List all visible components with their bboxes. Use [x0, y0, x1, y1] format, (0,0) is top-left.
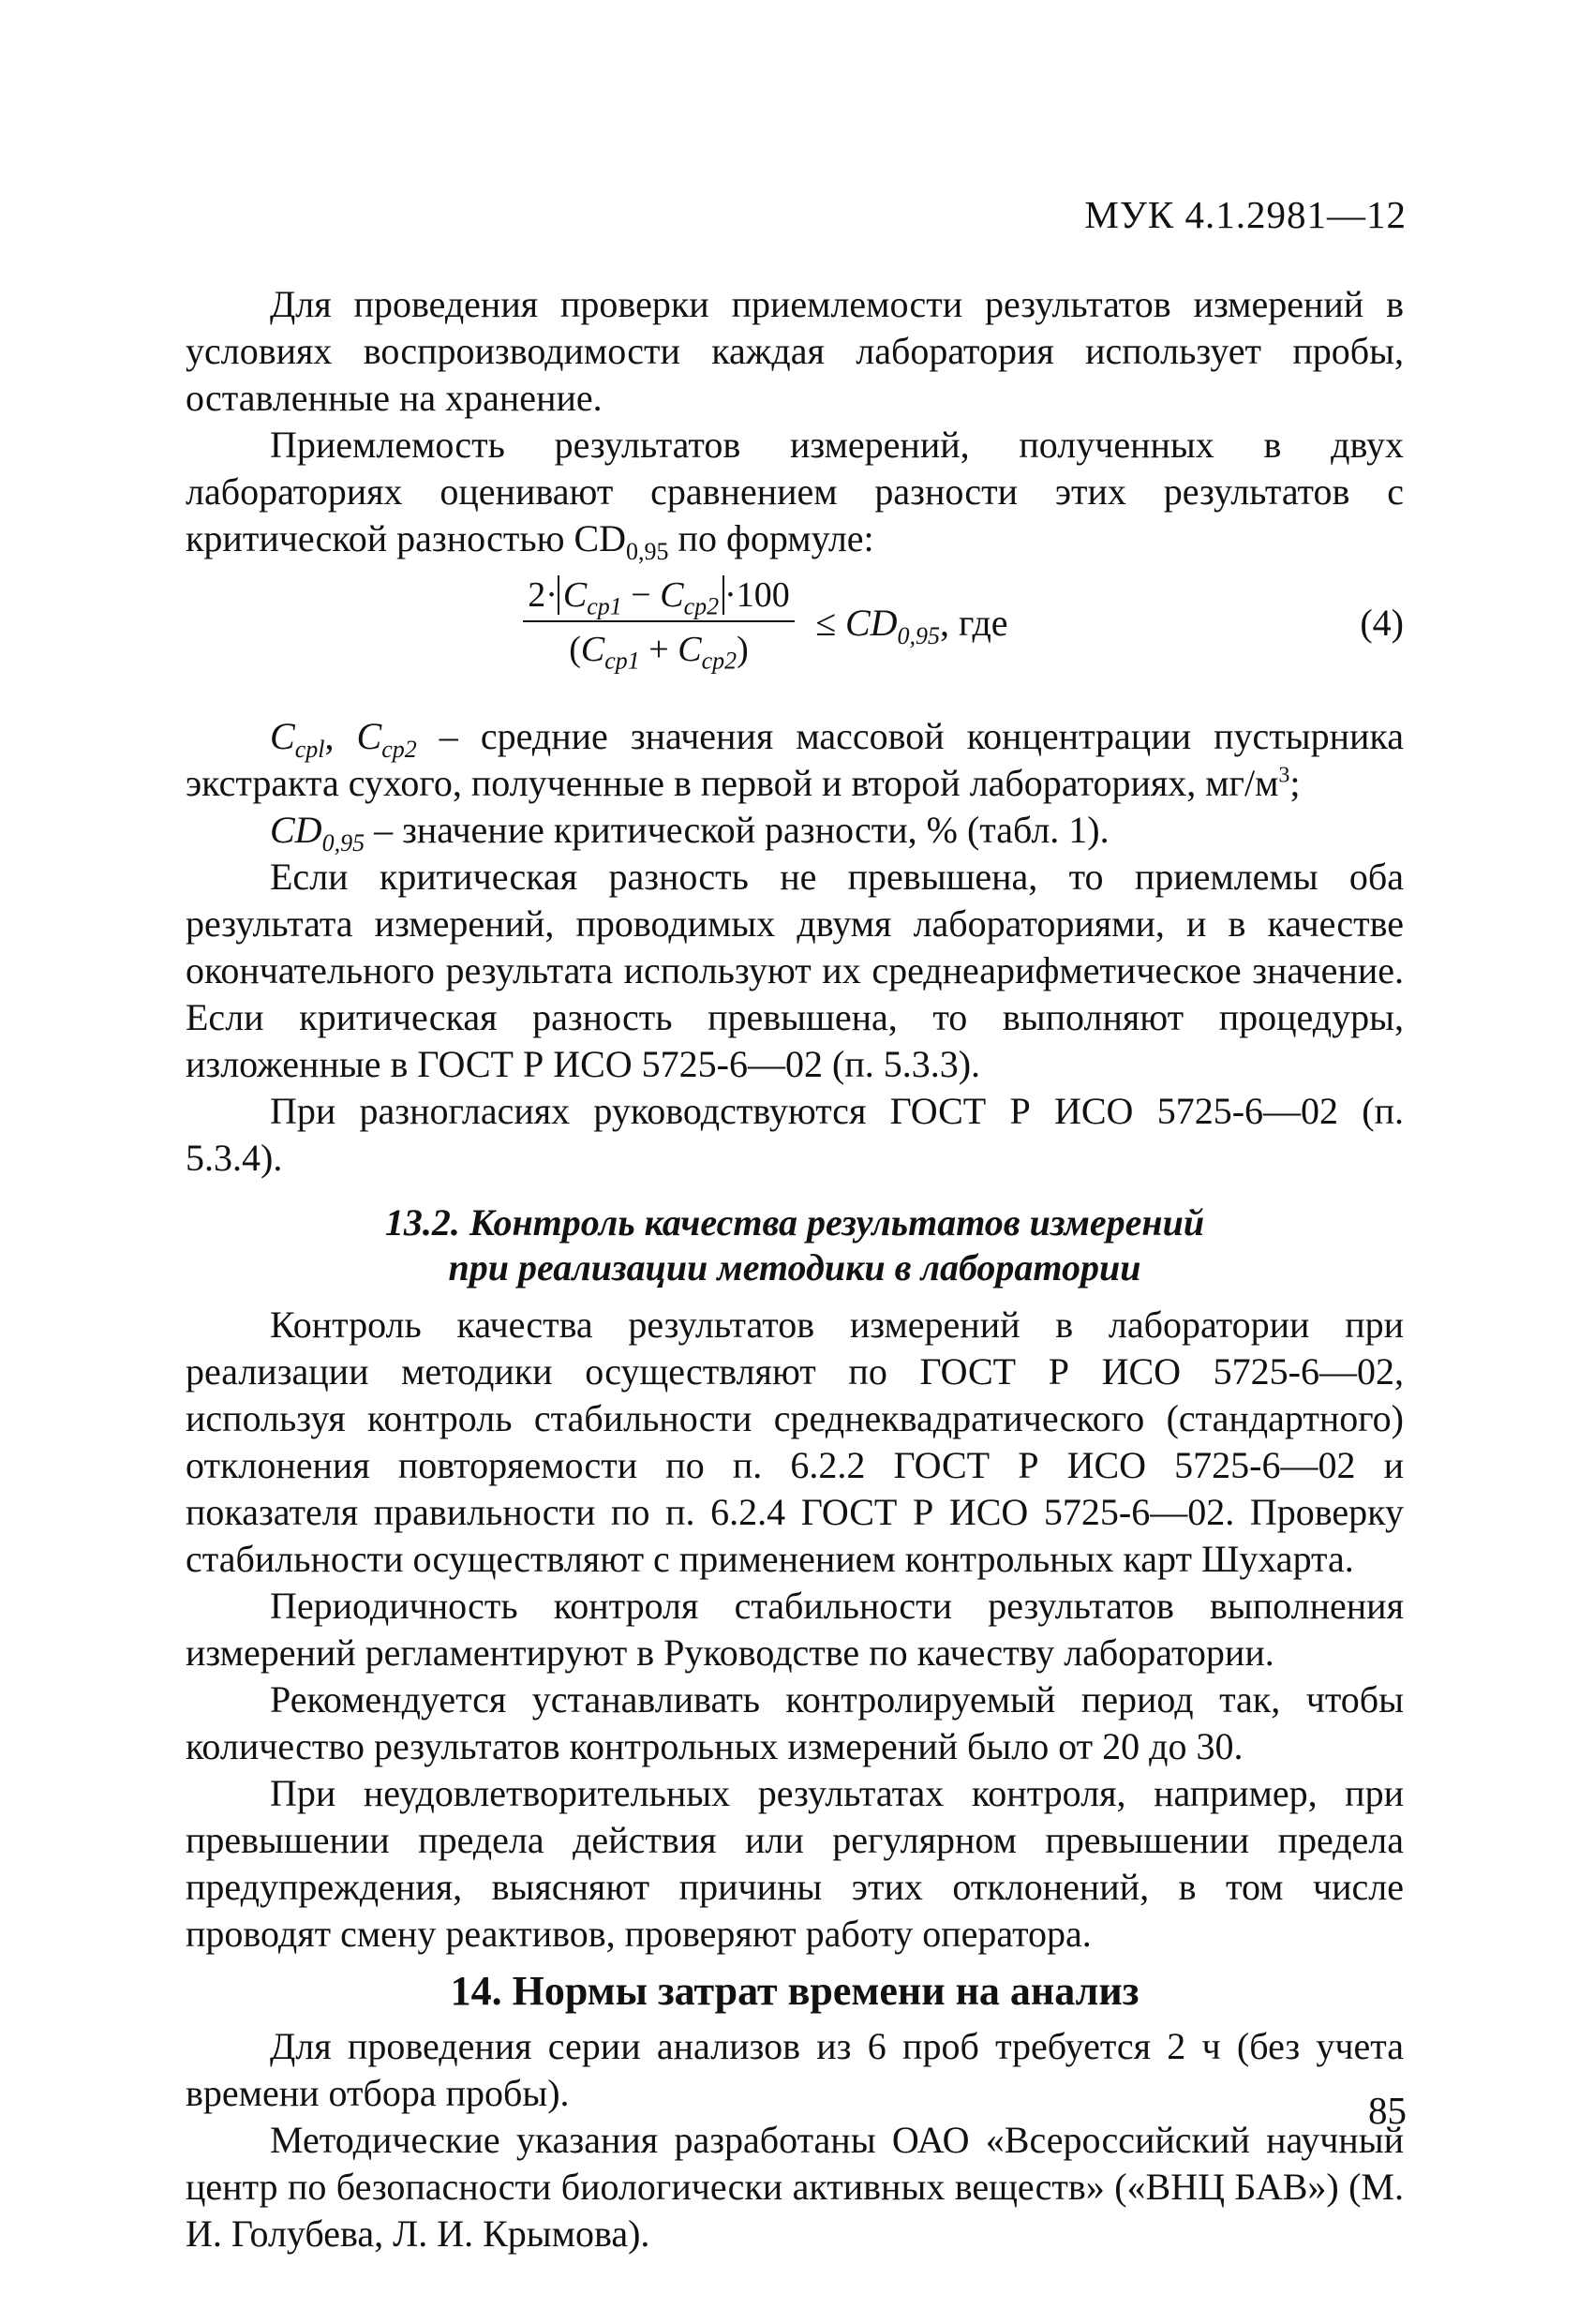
- subscript: 0,95: [321, 829, 365, 857]
- formula-4: [186, 564, 1404, 709]
- formula-subscript: ср2: [701, 647, 737, 675]
- formula-text: ·100: [724, 575, 790, 615]
- symbol: CD: [270, 809, 322, 851]
- separator: ,: [324, 715, 357, 757]
- formula-text: 2·: [528, 575, 558, 615]
- equation-number: (4): [1360, 602, 1404, 644]
- formula-subscript: ср1: [604, 647, 640, 675]
- cd-subscript: 0,95: [626, 538, 669, 565]
- formula-denominator: $(C_{ср1} + C_{ср2})$: [569, 630, 749, 675]
- page-content: [186, 281, 1404, 2257]
- paragraph: Периодичность контроля стабильности результатов выполнения измерений регламентируют в Руководстве по качеству лаборатории.: [186, 1585, 1404, 1674]
- definition-cd: [186, 807, 1404, 857]
- formula-operator: +: [648, 630, 669, 669]
- definition-c: [186, 713, 1404, 807]
- page-number: 85: [1368, 2089, 1407, 2132]
- formula-symbol: C: [580, 630, 605, 669]
- paragraph: Методические указания разработаны ОАО «Всероссийский научный центр по безопасности биологически активных веществ» («ВНЦ БАВ») (М. И. Голубева, Л. И. Крымова).: [186, 2119, 1404, 2255]
- paragraph: Рекомендуется устанавливать контролируемый период так, чтобы количество результатов контрольных измерений было от 20 до 30.: [186, 1678, 1404, 1767]
- section-13-2-title: [186, 1200, 1404, 1290]
- paragraph: При неудовлетворительных результатах контроля, например, при превышении предела действия или регулярном превышении предела предупреждения, выясняют причины этих отклонений, в том числе проводят смену реактивов, проверяют работу оператора.: [186, 1772, 1404, 1955]
- superscript: 3: [1278, 763, 1290, 788]
- definition-text: – значение критической разности, % (табл. 1).: [365, 809, 1110, 851]
- formula-relation: [815, 600, 1008, 647]
- paragraph: Для проведения проверки приемлемости результатов измерений в условиях воспроизводимости каждая лаборатория использует пробы, оставленные на хранение.: [186, 283, 1404, 419]
- section-14-title: 14. Нормы затрат времени на анализ: [450, 1968, 1140, 2014]
- formula-text: , где: [940, 602, 1008, 644]
- absolute-value: [558, 575, 724, 620]
- paragraph: Контроль качества результатов измерений в лаборатории при реализации методики осуществляют по ГОСТ Р ИСО 5725-6—02, используя контроль стабильности среднеквадратического (стандартного) отклонения повторяемости по п. 6.2.2 ГОСТ Р ИСО 5725-6—02 и показателя правильности по п. 6.2.4 ГОСТ Р ИСО 5725-6—02. Проверку стабильности осуществляют с применением контрольных карт Шухарта.: [186, 1304, 1404, 1580]
- formula-numerator: [523, 572, 795, 618]
- paragraph: Если критическая разность не превышена, то приемлемы оба результата измерений, проводимых двумя лабораториями, и в качестве окончательного результата используют их среднеарифметическое значение. Если критическая разность превышена, то выполняют процедуры, изложенные в ГОСТ Р ИСО 5725-6—02 (п. 5.3.3).: [186, 856, 1404, 1085]
- formula-symbol: C: [678, 630, 702, 669]
- paragraph: [186, 422, 1404, 565]
- symbol: C: [356, 715, 382, 757]
- formula-fraction: [523, 572, 795, 673]
- title-line: 13.2. Контроль качества результатов измерений: [384, 1201, 1205, 1244]
- definition-text: ;: [1289, 762, 1301, 804]
- paragraph: При разногласиях руководствуются ГОСТ Р ИСО 5725-6—02 (п. 5.3.4).: [186, 1090, 1404, 1179]
- paragraph-text: Приемлемость результатов измерений, полученных в двух лабораториях оценивают сравнением разности этих результатов с критической разностью CD: [186, 424, 1404, 559]
- title-line: при реализации методики в лаборатории: [448, 1246, 1141, 1289]
- formula-text: ≤ CD: [815, 602, 898, 644]
- fraction-bar: [523, 620, 795, 622]
- formula-symbol: C: [660, 575, 684, 615]
- subscript: ср2: [381, 736, 417, 763]
- symbol: C: [270, 715, 295, 757]
- document-code: МУК 4.1.2981—12: [1084, 193, 1407, 236]
- paragraph: Для проведения серии анализов из 6 проб требуется 2 ч (без учета времени отбора пробы).: [186, 2025, 1404, 2114]
- definition-text: – средние значения массовой концентрации пустырника экстракта сухого, полученные в первой и второй лабораториях, мг/м: [186, 715, 1404, 804]
- subscript: срl: [294, 736, 325, 763]
- formula-subscript: ср2: [683, 592, 720, 620]
- formula-subscript: ср1: [587, 592, 622, 620]
- paragraph-text: по формуле:: [678, 517, 874, 559]
- formula-operator: −: [631, 575, 651, 615]
- formula-subscript: 0,95: [897, 622, 941, 649]
- formula-symbol: C: [562, 575, 588, 615]
